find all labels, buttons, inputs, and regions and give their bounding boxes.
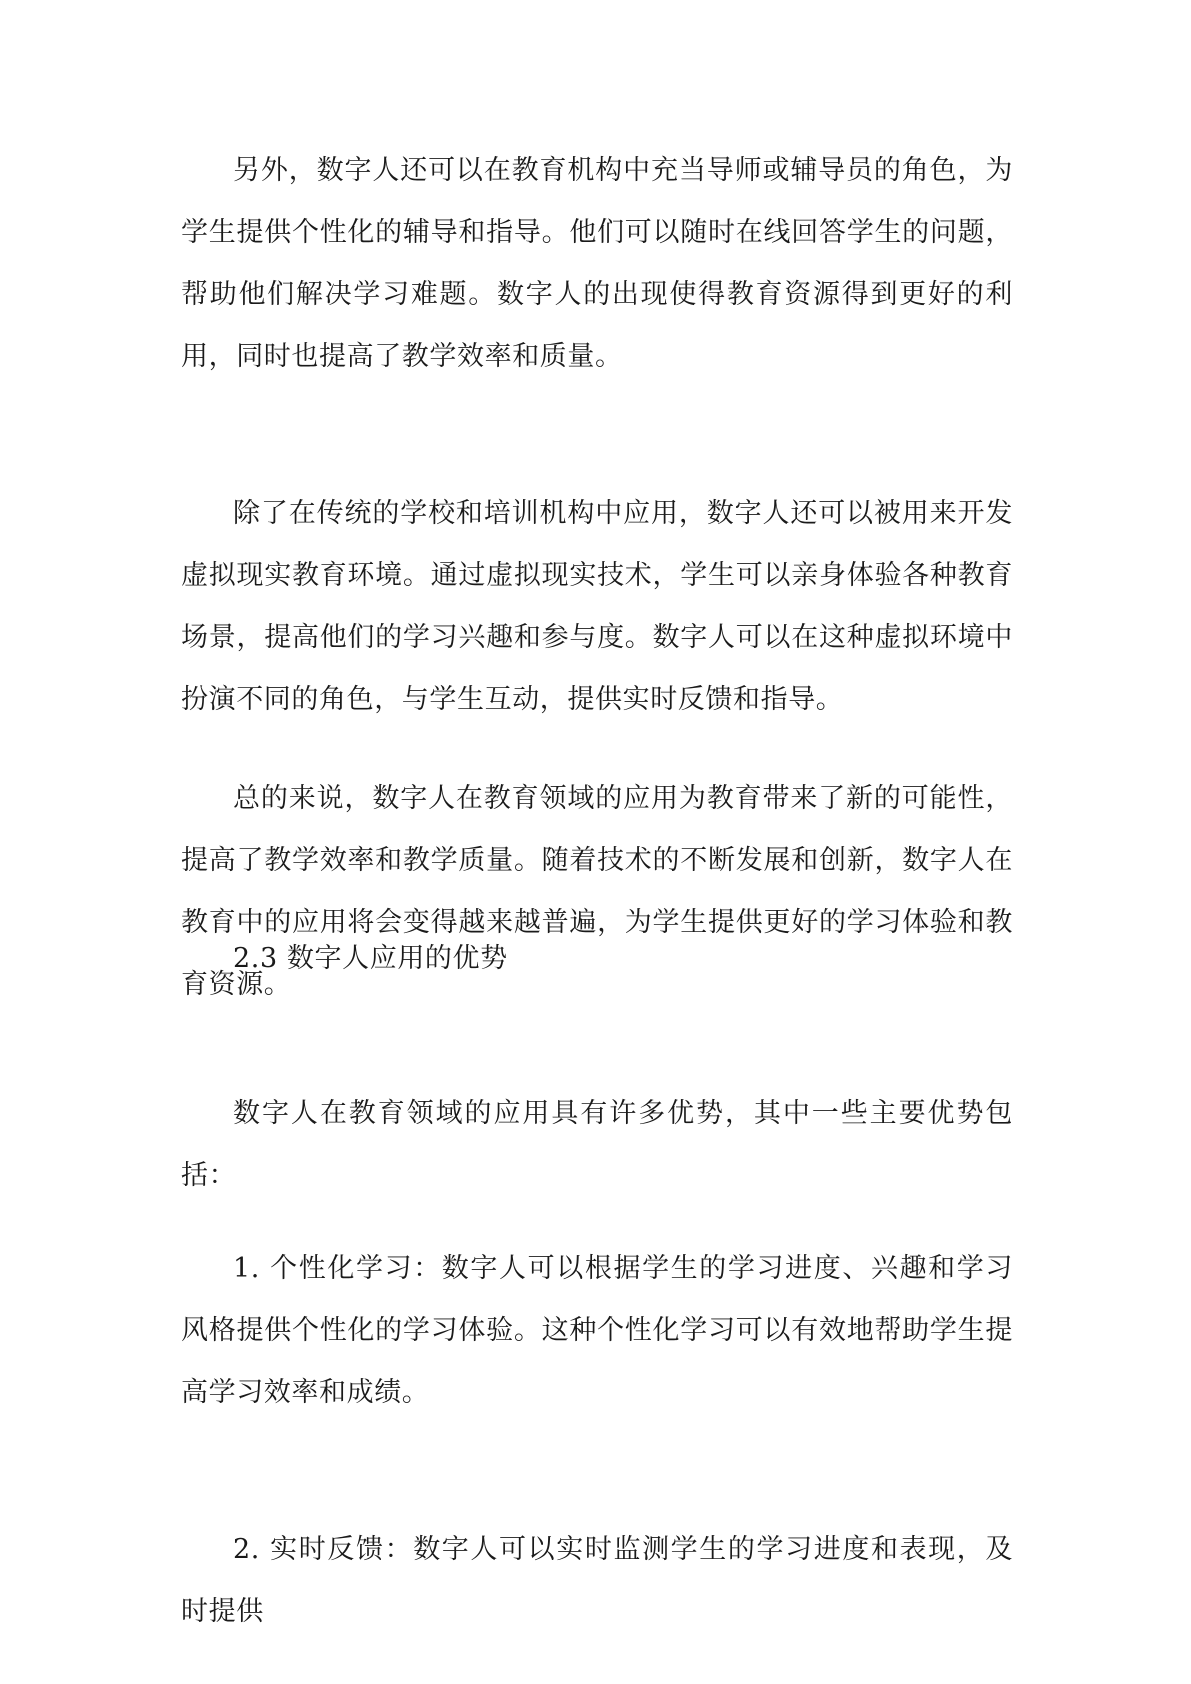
section-heading: 2.3 数字人应用的优势: [233, 943, 508, 974]
paragraph-mentor-role: 另外，数字人还可以在教育机构中充当导师或辅导员的角色，为学生提供个性化的辅导和指导。他们可以随时在线回答学生的问题，帮助他们解决学习难题。数字人的出现使得教育资源得到更好的利用，同时也提高了教学效率和质量。: [181, 155, 1013, 372]
list-item-personalized-learning: 1. 个性化学习：数字人可以根据学生的学习进度、兴趣和学习风格提供个性化的学习体验。这种个性化学习可以有效地帮助学生提高学习效率和成绩。: [181, 1253, 1013, 1408]
paragraph-summary: 总的来说，数字人在教育领域的应用为教育带来了新的可能性，提高了教学效率和教学质量。随着技术的不断发展和创新，数字人在教育中的应用将会变得越来越普遍，为学生提供更好的学习体验和教育资源。: [181, 783, 1013, 1000]
paragraph-advantages-intro: 数字人在教育领域的应用具有许多优势，其中一些主要优势包括：: [181, 1098, 1013, 1191]
paragraph-virtual-reality: 除了在传统的学校和培训机构中应用，数字人还可以被用来开发虚拟现实教育环境。通过虚拟现实技术，学生可以亲身体验各种教育场景，提高他们的学习兴趣和参与度。数字人可以在这种虚拟环境中扮演不同的角色，与学生互动，提供实时反馈和指导。: [181, 498, 1013, 715]
list-item-realtime-feedback: 2. 实时反馈：数字人可以实时监测学生的学习进度和表现，及时提供: [181, 1534, 1013, 1627]
